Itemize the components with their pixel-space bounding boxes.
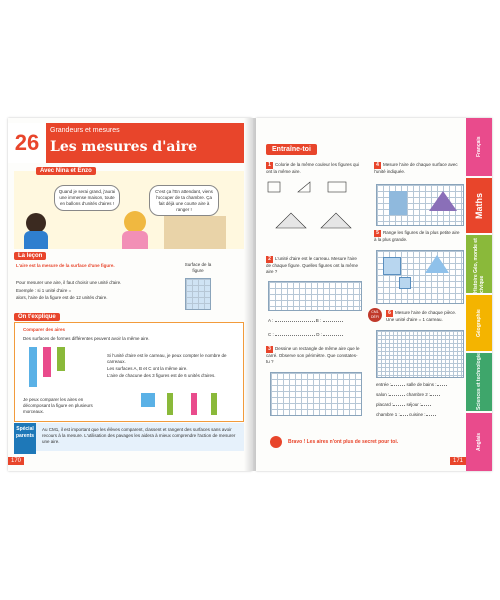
exercise-6 xyxy=(386,310,464,323)
room-chambre1: chambre 1 : xyxy=(376,412,400,417)
exercise-1-shapes xyxy=(266,178,366,253)
chapter-header xyxy=(8,123,252,163)
shape-b xyxy=(298,182,310,192)
decompose-figures xyxy=(141,393,231,415)
exercise-number-6: 6 xyxy=(386,310,393,317)
explique-line-2: Si l'unité d'aire est le carreau, je peux compter le nombre de carreaux. xyxy=(107,353,227,365)
bedroom-illustration xyxy=(164,216,226,249)
girl-illustration xyxy=(124,211,146,233)
special-text: Au CM1, il est important que les élèves comparent, classent et rangent des surfaces sans avoir recours à la mesure. L'utilisation des pavages les aidera à mieux comprendre l'action de mesurer une aire. xyxy=(42,427,236,445)
figure-label: Surface de la figure xyxy=(184,262,212,274)
page-number-right: 171 xyxy=(450,457,466,465)
answer-field-c[interactable] xyxy=(275,330,315,336)
shape-a xyxy=(268,182,280,192)
exercise-1-text: Colorie de la même couleur les figures qui ont la même aire. xyxy=(266,162,360,174)
tag-lecon: La leçon xyxy=(14,252,46,260)
exercise-number-4: 4 xyxy=(374,162,381,169)
exercise-4 xyxy=(374,162,462,175)
exercise-4-text: Mesure l'aire de chaque surface avec l'unité indiquée. xyxy=(374,162,458,174)
right-page xyxy=(256,118,492,471)
answer-field-b[interactable] xyxy=(323,316,343,322)
room-salon-field[interactable] xyxy=(389,390,405,396)
tag-explique: On t'explique xyxy=(14,313,60,321)
rooms-list xyxy=(376,380,466,420)
figure-small xyxy=(399,277,411,289)
tab-maths[interactable]: Maths xyxy=(466,178,492,233)
room-cuisine-field[interactable] xyxy=(426,410,436,416)
answer-field-d[interactable] xyxy=(323,330,343,336)
tag-avec: Avec Nina et Enzo xyxy=(36,167,96,175)
book-spread xyxy=(8,118,492,471)
exercise-5-grid xyxy=(376,250,464,304)
tab-francais[interactable]: Français xyxy=(466,118,492,176)
exercise-2-grid xyxy=(268,281,362,311)
speech-bubble-boy: Quand je serai grand, j'aurai une immense maison, toute en ballons d'unités d'aires ! xyxy=(54,185,120,211)
girl-body xyxy=(122,231,148,249)
piece-green xyxy=(167,393,173,415)
explique-line-3: Les surfaces A, B et C ont la même aire. xyxy=(107,366,188,371)
tag-entraine: Entraîne-toi xyxy=(266,144,317,155)
exercise-6-text: Mesure l'aire de chaque pièce. Une unité d'aire = 1 carreau. xyxy=(386,310,457,322)
room-salon: salon : xyxy=(376,392,390,397)
tab-sciences[interactable]: Sciences et technologie xyxy=(466,353,492,411)
exercise-2-text: L'unité d'aire est le carreau. Mesure l'aire de chaque figure. Quelles figures ont la même aire ? xyxy=(266,256,359,275)
exercise-3-grid[interactable] xyxy=(270,372,362,416)
lecon-unit: Pour mesurer une aire, il faut choisir une unité d'aire. xyxy=(16,280,122,285)
exercise-2 xyxy=(266,256,361,275)
answer-label-b: B : xyxy=(315,318,322,323)
exercise-number-5: 5 xyxy=(374,230,381,237)
answer-label-d: D : xyxy=(316,332,323,338)
chapter-title: Les mesures d'aire xyxy=(50,139,198,155)
explique-line-5: Je peux comparer les aires en décomposant la figure en plusieurs morceaux. xyxy=(23,397,93,415)
exercise-1 xyxy=(266,162,361,175)
explique-line-1: Des surfaces de formes différentes peuvent avoir la même aire. xyxy=(23,336,150,341)
figure-c xyxy=(57,347,65,371)
answer-label-c: C : xyxy=(268,332,274,338)
room-chambre2-field[interactable] xyxy=(430,390,440,396)
speech-bubble-girl: C'est ça l'En attendant, viens l'occuper de ta chambre. Ça fait déjà une courte aire à ranger ! xyxy=(149,185,219,216)
explique-title: Comparer des aires xyxy=(23,327,66,332)
exercise-3-text: Dessine un rectangle de même aire que le carré. Observe son périmètre. Que constates-tu ? xyxy=(266,346,360,365)
figure-triangle xyxy=(425,255,449,273)
explique-box xyxy=(14,322,244,422)
exercise-number-2: 2 xyxy=(266,256,273,263)
special-label: Spécial parents xyxy=(14,423,36,454)
room-sdb-field[interactable] xyxy=(437,380,447,386)
comic-scene xyxy=(14,171,246,249)
cm1-badge: CM1 DÉFI xyxy=(368,308,382,322)
exercise-2-answers xyxy=(268,316,360,338)
lecon-figure xyxy=(185,278,211,310)
special-parents-box xyxy=(14,423,246,451)
surface-2 xyxy=(429,191,457,211)
room-placard-field[interactable] xyxy=(393,400,405,406)
floor-plan xyxy=(376,330,464,378)
lecon-result: alors, l'aire de la figure est de 12 unités d'aire. xyxy=(16,295,108,300)
room-sejour-field[interactable] xyxy=(421,400,431,406)
exercise-4-grid xyxy=(376,184,464,226)
page-number-left: 170 xyxy=(8,457,24,465)
tab-geographie[interactable]: Géographie xyxy=(466,295,492,351)
figure-a xyxy=(29,347,37,387)
room-chambre1-field[interactable] xyxy=(400,410,408,416)
surface-1 xyxy=(389,191,407,215)
room-sejour: séjour : xyxy=(406,402,422,407)
exercise-5 xyxy=(374,230,462,243)
answer-label-a: A : xyxy=(268,318,274,323)
shape-d xyxy=(276,213,306,228)
tab-histoire[interactable]: Histoire Géo, monde et civique xyxy=(466,235,492,293)
boy-illustration xyxy=(26,213,46,233)
explique-line-4: L'aire de chacune des 3 figures est de 6 unités d'aires. xyxy=(107,373,216,378)
answer-field-a[interactable] xyxy=(275,316,315,322)
chapter-topic: Grandeurs et mesures xyxy=(50,127,120,134)
shape-c xyxy=(328,182,346,192)
lecon-example: Exemple : si 1 unité d'aire = xyxy=(16,288,72,293)
chapter-number: 26 xyxy=(8,123,46,163)
piece-blue xyxy=(141,393,155,407)
room-sdb: salle de bains : xyxy=(406,382,437,387)
explique-figures xyxy=(29,347,89,387)
boy-body xyxy=(24,231,48,249)
piece-green-2 xyxy=(211,393,217,415)
room-chambre2: chambre 2 : xyxy=(406,392,431,397)
room-entree: entrée : xyxy=(376,382,392,387)
bravo-text: Bravo ! Les aires n'ont plus de secret pour toi. xyxy=(288,439,399,445)
left-page xyxy=(8,118,252,471)
room-cuisine: cuisine : xyxy=(409,412,426,417)
piece-pink xyxy=(191,393,197,415)
room-placard: placard : xyxy=(376,402,394,407)
figure-square xyxy=(383,257,401,275)
mascot-illustration xyxy=(270,436,282,448)
exercise-number-1: 1 xyxy=(266,162,273,169)
exercise-3 xyxy=(266,346,361,365)
room-entree-field[interactable] xyxy=(391,380,405,386)
exercise-5-text: Range les figures de la plus petite aire à la plus grande. xyxy=(374,230,460,242)
shape-e xyxy=(321,213,351,228)
subject-tabs xyxy=(466,118,492,471)
figure-b xyxy=(43,347,51,377)
exercise-number-3: 3 xyxy=(266,346,273,353)
tab-anglais[interactable]: Anglais xyxy=(466,413,492,471)
lecon-definition: L'aire est la mesure de la surface d'une figure. xyxy=(16,263,115,268)
